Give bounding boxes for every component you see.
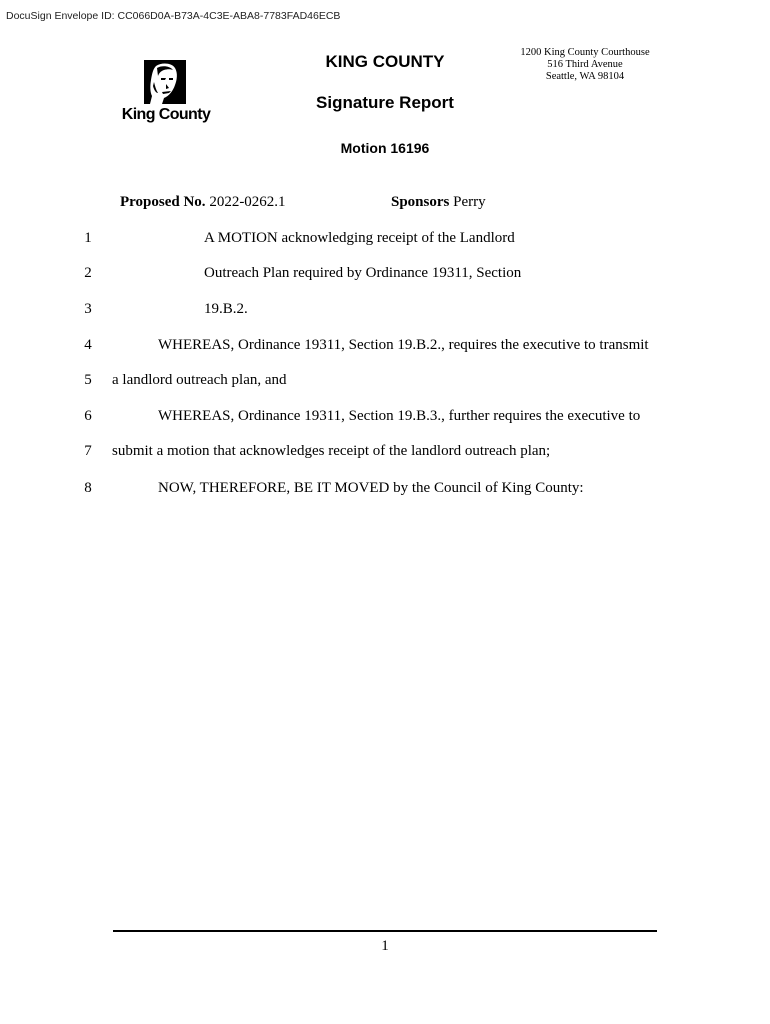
line-text: submit a motion that acknowledges receipt of the landlord outreach plan; bbox=[112, 443, 551, 459]
logo-wordmark: King County bbox=[121, 106, 211, 123]
line-number: 5 bbox=[84, 372, 92, 388]
report-title: Signature Report bbox=[316, 93, 454, 112]
line-number: 7 bbox=[84, 443, 92, 459]
line-number: 8 bbox=[84, 480, 92, 496]
line-number: 1 bbox=[84, 230, 92, 246]
county-name: KING COUNTY bbox=[325, 52, 445, 71]
proposed-number bbox=[120, 194, 286, 211]
line-text: WHEREAS, Ordinance 19311, Section 19.B.2., requires the executive to transmit bbox=[158, 337, 649, 353]
king-county-logo bbox=[118, 58, 214, 128]
proposed-value: 2022-0262.1 bbox=[209, 194, 286, 210]
line-number: 3 bbox=[84, 301, 92, 317]
line-text: WHEREAS, Ordinance 19311, Section 19.B.3., further requires the executive to bbox=[158, 408, 641, 424]
line-text: NOW, THEREFORE, BE IT MOVED by the Council of King County: bbox=[158, 480, 584, 496]
address-block bbox=[500, 47, 670, 83]
proposed-label: Proposed No. bbox=[120, 194, 206, 210]
sponsors-label: Sponsors bbox=[391, 194, 450, 210]
line-text: A MOTION acknowledging receipt of the Landlord bbox=[204, 230, 515, 246]
line-text: a landlord outreach plan, and bbox=[112, 372, 287, 388]
line-text: 19.B.2. bbox=[204, 301, 248, 317]
docusign-envelope-id: DocuSign Envelope ID: CC066D0A-B73A-4C3E-ABA8-7783FAD46ECB bbox=[6, 10, 341, 22]
sponsors bbox=[391, 194, 486, 211]
footer-divider bbox=[113, 930, 657, 932]
mlk-portrait-icon bbox=[142, 58, 188, 106]
line-number: 4 bbox=[84, 337, 92, 353]
address-line-3: Seattle, WA 98104 bbox=[545, 71, 625, 82]
line-number: 2 bbox=[84, 265, 92, 281]
sponsors-value: Perry bbox=[453, 194, 486, 210]
motion-title: Motion 16196 bbox=[340, 140, 430, 156]
page-number: 1 bbox=[381, 938, 389, 954]
address-line-2: 516 Third Avenue bbox=[547, 59, 623, 70]
line-text: Outreach Plan required by Ordinance 19311, Section bbox=[204, 265, 522, 281]
address-line-1: 1200 King County Courthouse bbox=[520, 47, 650, 58]
line-number: 6 bbox=[84, 408, 92, 424]
